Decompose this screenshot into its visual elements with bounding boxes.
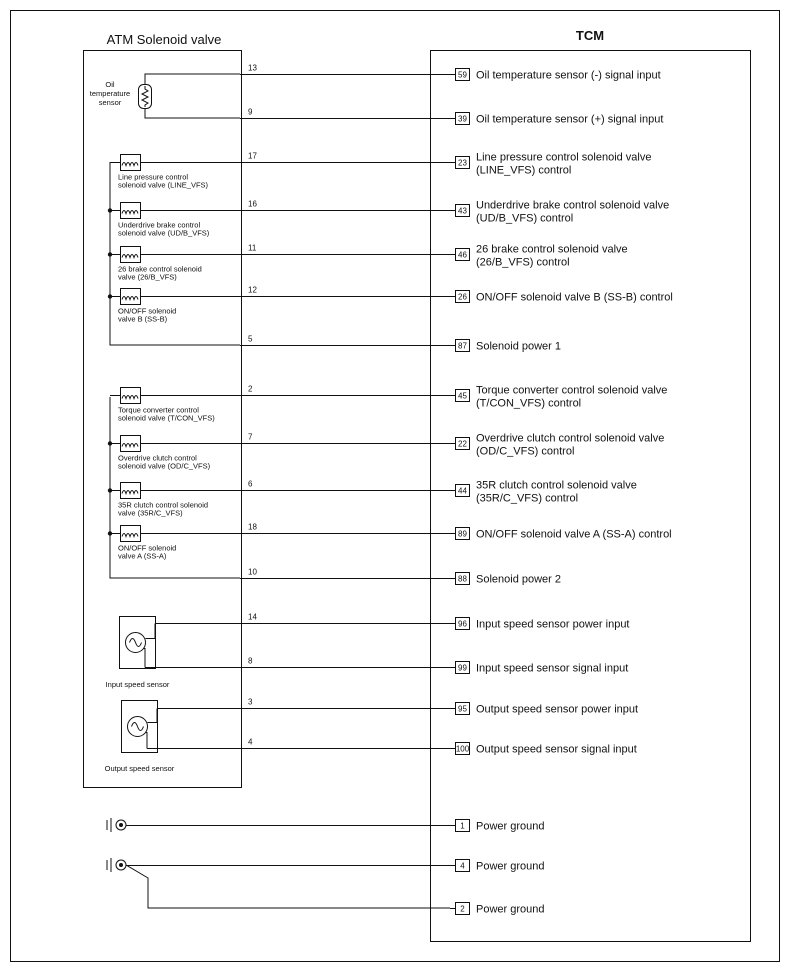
tcm-pin-number: 4 [460, 861, 465, 871]
speed-sensor-label: Output speed sensor [104, 764, 175, 773]
signal-label: Input speed sensor power input [476, 618, 630, 631]
signal-label: (LINE_VFS) control [476, 164, 572, 177]
signal-label: Line pressure control solenoid valve [476, 151, 652, 164]
wire-number: 3 [248, 697, 253, 707]
oil-sensor-label-1: Oil [105, 80, 115, 89]
signal-label: Output speed sensor signal input [476, 743, 637, 756]
tcm-pin-number: 89 [458, 529, 467, 539]
tcm-pin-number: 100 [455, 744, 470, 754]
wire-number: 9 [248, 107, 253, 117]
signal-label: ON/OFF solenoid valve A (SS-A) control [476, 528, 672, 541]
signal-label: Underdrive brake control solenoid valve [476, 199, 670, 212]
diagram-frame [11, 11, 780, 962]
wire-number: 2 [248, 384, 253, 394]
wire-number: 10 [248, 567, 257, 577]
signal-label: Torque converter control solenoid valve [476, 384, 668, 397]
tcm-pin-number: 1 [460, 821, 465, 831]
speed-sensor-box [122, 701, 158, 753]
solenoid-label: solenoid valve (UD/B_VFS) [118, 228, 210, 238]
solenoid-label: 35R clutch control solenoid [118, 500, 209, 510]
wire-number: 14 [248, 612, 257, 622]
tcm-pin-number: 96 [458, 619, 467, 629]
solenoid-line-vfs [110, 155, 209, 190]
solenoid-ss-a [108, 526, 177, 561]
solenoid-label: ON/OFF solenoid [118, 543, 177, 553]
tcm-pin-number: 26 [458, 292, 467, 302]
wire-number: 8 [248, 656, 253, 666]
solenoid-label: Underdrive brake control [118, 220, 201, 230]
speed-sensors-layer [105, 617, 175, 774]
solenoid-ss-b [108, 289, 177, 324]
tcm-pin-number: 44 [458, 486, 467, 496]
signal-label: Solenoid power 2 [476, 573, 562, 586]
signal-label: Solenoid power 1 [476, 340, 562, 353]
solenoid-label: solenoid valve (OD/C_VFS) [118, 461, 211, 471]
solenoid-label: valve (35R/C_VFS) [118, 508, 183, 518]
wire-number: 5 [248, 334, 253, 344]
tcm-pins-layer [450, 69, 673, 916]
tcm-pin-number: 46 [458, 250, 467, 260]
tcm-title: TCM [575, 28, 605, 43]
junction-dot [108, 531, 112, 535]
wire-number: 11 [248, 243, 257, 253]
solenoid-udb-vfs [108, 203, 210, 238]
signal-label: 26 brake control solenoid valve [476, 243, 628, 256]
signal-label: (OD/C_VFS) control [476, 445, 575, 458]
signal-label: (T/CON_VFS) control [476, 397, 582, 410]
signal-label: Overdrive clutch control solenoid valve [476, 432, 665, 445]
wire-number: 12 [248, 285, 257, 295]
resistor-zigzag-icon [142, 86, 148, 107]
oil-sensor-label-2: temperature [89, 89, 131, 98]
tcm-pin-number: 22 [458, 439, 467, 449]
wire-number: 18 [248, 522, 257, 532]
atm-solenoid-title: ATM Solenoid valve [106, 32, 222, 47]
solenoid-26b-vfs [108, 247, 202, 282]
signal-label: Power ground [476, 820, 545, 833]
solenoid-label: ON/OFF solenoid [118, 306, 177, 316]
signal-label: Oil temperature sensor (+) signal input [476, 113, 664, 126]
output-speed-sensor [105, 701, 175, 774]
solenoid-odc-vfs [108, 436, 211, 471]
speed-sensor-label: Input speed sensor [105, 680, 170, 689]
wire-number: 13 [248, 63, 257, 73]
signal-label: 35R clutch control solenoid valve [476, 479, 637, 492]
oil-sensor-label-3: sensor [98, 98, 122, 107]
signal-label: (35R/C_VFS) control [476, 492, 579, 505]
junction-dot [108, 441, 112, 445]
input-speed-sensor [106, 617, 170, 690]
tcm-pin-number: 87 [458, 341, 467, 351]
signal-label: Power ground [476, 903, 545, 916]
tcm-pin-number: 2 [460, 904, 465, 914]
tcm-pin-number: 88 [458, 574, 467, 584]
tcm-pin-number: 99 [458, 663, 467, 673]
tcm-pin-number: 59 [458, 70, 467, 80]
solenoids-layer [108, 155, 215, 561]
wire-number: 4 [248, 737, 253, 747]
solenoid-label: solenoid valve (LINE_VFS) [118, 180, 209, 190]
solenoid-label: valve B (SS-B) [118, 314, 168, 324]
solenoid-label: Line pressure control [118, 172, 189, 182]
signal-label: Output speed sensor power input [476, 703, 639, 716]
junction-dot [108, 252, 112, 256]
tcm-pin-number: 43 [458, 206, 467, 216]
signal-label: (26/B_VFS) control [476, 256, 570, 269]
wire-number: 7 [248, 432, 253, 442]
solenoid-label: valve A (SS-A) [118, 551, 167, 561]
solenoid-35rc-vfs [108, 483, 208, 518]
tcm-pin-number: 95 [458, 704, 467, 714]
solenoid-label: Overdrive clutch control [118, 453, 197, 463]
tcm-pin-number: 45 [458, 391, 467, 401]
junction-dot [108, 208, 112, 212]
signal-label: Input speed sensor signal input [476, 662, 629, 675]
solenoid-label: valve (26/B_VFS) [118, 272, 177, 282]
tcm-pin-number: 39 [458, 114, 467, 124]
junction-dot [108, 488, 112, 492]
wire-number: 6 [248, 479, 253, 489]
solenoid-tcon-vfs [110, 388, 215, 423]
wire-number: 16 [248, 199, 257, 209]
solenoid-label: solenoid valve (T/CON_VFS) [118, 413, 215, 423]
solenoid-label: Torque converter control [118, 405, 199, 415]
wire-number: 17 [248, 151, 257, 161]
signal-label: Power ground [476, 860, 545, 873]
signal-label: ON/OFF solenoid valve B (SS-B) control [476, 291, 673, 304]
signal-label: (UD/B_VFS) control [476, 212, 574, 225]
signal-label: Oil temperature sensor (-) signal input [476, 69, 661, 82]
oil-temperature-sensor [90, 74, 240, 118]
speed-sensor-box [120, 617, 156, 669]
junction-dot [108, 294, 112, 298]
ground-symbol-1 [107, 818, 126, 832]
tcm-pin-number: 23 [458, 158, 467, 168]
solenoid-label: 26 brake control solenoid [118, 264, 202, 274]
